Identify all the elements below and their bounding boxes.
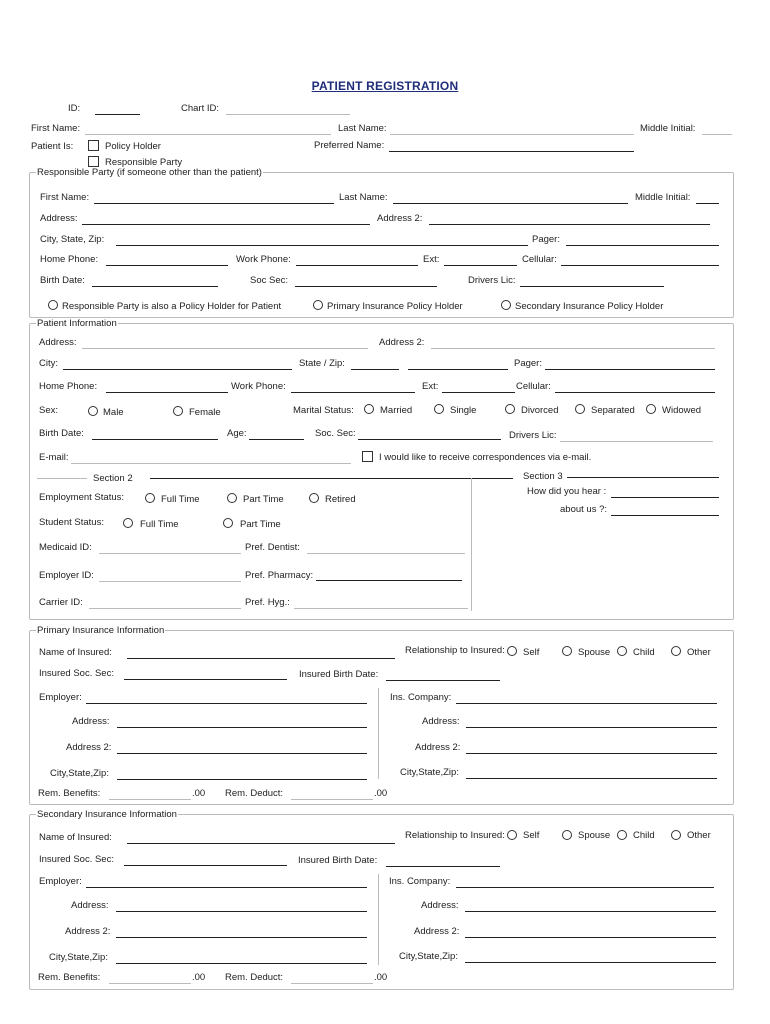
sec-child-radio[interactable]	[617, 830, 627, 840]
pri-other-radio[interactable]	[671, 646, 681, 656]
rp-cellular-field[interactable]	[561, 265, 719, 266]
rp-city-field[interactable]	[116, 245, 528, 246]
section2-top-border	[150, 478, 513, 479]
responsible-party-label: Responsible Party	[105, 157, 183, 168]
section3-label: Section 3	[523, 471, 563, 482]
responsible-party-section	[29, 168, 734, 318]
pri-employer-address-field[interactable]	[117, 727, 367, 728]
rp-first-name-label: First Name:	[40, 192, 90, 203]
pt-birth-date-field[interactable]	[92, 439, 218, 440]
pri-spouse-label: Spouse	[578, 647, 611, 658]
pri-other-label: Other	[687, 647, 711, 658]
rp-pager-field[interactable]	[566, 245, 719, 246]
rp-secondary-radio[interactable]	[501, 300, 511, 310]
sec-relationship-label: Relationship to Insured:	[405, 830, 505, 841]
pt-city-label: City:	[39, 358, 58, 369]
rp-middle-initial-label: Middle Initial:	[635, 192, 691, 203]
responsible-party-checkbox[interactable]	[88, 156, 99, 167]
pri-ins-address-field[interactable]	[466, 727, 717, 728]
pt-divorced-radio[interactable]	[505, 404, 515, 414]
emp-part-time-label: Part Time	[243, 494, 284, 505]
sec-self-radio[interactable]	[507, 830, 517, 840]
pref-hyg-label: Pref. Hyg.:	[245, 597, 290, 608]
sec-ins-city-label: City,State,Zip:	[399, 951, 458, 962]
pt-state-field[interactable]	[351, 369, 399, 370]
how-did-you-hear-label: How did you hear :	[527, 486, 607, 497]
rp-last-name-label: Last Name:	[339, 192, 388, 203]
sec-ins-address-field[interactable]	[465, 911, 716, 912]
pt-sex-label: Sex:	[39, 405, 59, 416]
pri-insured-soc-sec-label: Insured Soc. Sec:	[39, 668, 114, 679]
first-name-label: First Name:	[31, 123, 81, 134]
pref-hyg-field[interactable]	[294, 608, 468, 609]
preferred-name-field[interactable]	[389, 151, 634, 152]
pri-employer-city-label: City,State,Zip:	[50, 768, 109, 779]
pt-age-field[interactable]	[249, 439, 304, 440]
pt-soc-sec-label: Soc. Sec:	[315, 428, 356, 439]
pri-rem-benefits-field[interactable]	[109, 799, 191, 800]
pt-email-label: E-mail:	[39, 452, 69, 463]
page-title: PATIENT REGISTRATION	[311, 79, 459, 93]
rp-address2-field[interactable]	[429, 224, 710, 225]
pri-child-radio[interactable]	[617, 646, 627, 656]
pt-married-radio[interactable]	[364, 404, 374, 414]
primary-insurance-legend: Primary Insurance Information	[37, 625, 165, 636]
pri-spouse-radio[interactable]	[562, 646, 572, 656]
rp-soc-sec-field[interactable]	[295, 286, 437, 287]
rp-home-phone-field[interactable]	[106, 265, 228, 266]
pt-single-label: Single	[450, 405, 477, 416]
student-full-time-label: Full Time	[140, 519, 179, 530]
carrier-id-field[interactable]	[89, 608, 241, 609]
pt-email-opt-in-checkbox[interactable]	[362, 451, 373, 462]
pri-relationship-label: Relationship to Insured:	[405, 645, 505, 656]
pt-male-radio[interactable]	[88, 406, 98, 416]
pt-address-label: Address:	[39, 337, 77, 348]
sec-rem-benefits-field[interactable]	[109, 983, 191, 984]
patient-information-legend: Patient Information	[37, 318, 117, 329]
pt-age-label: Age:	[227, 428, 247, 439]
pri-insured-birth-date-label: Insured Birth Date:	[299, 669, 379, 680]
pref-dentist-label: Pref. Dentist:	[245, 542, 300, 553]
rp-primary-radio[interactable]	[313, 300, 323, 310]
sec-employer-address2-field[interactable]	[116, 937, 367, 938]
id-field[interactable]	[95, 114, 140, 115]
pri-rem-deduct-field[interactable]	[291, 799, 373, 800]
middle-initial-field[interactable]	[702, 134, 732, 135]
sec-employer-address-field[interactable]	[116, 911, 367, 912]
patient-information-section	[29, 319, 734, 620]
pri-name-of-insured-field[interactable]	[127, 658, 395, 659]
pt-home-phone-label: Home Phone:	[39, 381, 98, 392]
pri-rem-benefits-label: Rem. Benefits:	[38, 788, 101, 799]
student-full-time-radio[interactable]	[123, 518, 133, 528]
pri-child-label: Child	[633, 647, 655, 658]
pref-pharmacy-field[interactable]	[316, 580, 462, 581]
policy-holder-checkbox[interactable]	[88, 140, 99, 151]
pt-widowed-radio[interactable]	[646, 404, 656, 414]
patient-is-label: Patient Is:	[31, 141, 74, 152]
sec-employer-label: Employer:	[39, 876, 82, 887]
emp-full-time-label: Full Time	[161, 494, 200, 505]
pt-drivers-lic-field[interactable]	[560, 441, 713, 442]
pref-pharmacy-label: Pref. Pharmacy:	[245, 570, 314, 581]
first-name-field[interactable]	[85, 134, 331, 135]
rp-ext-field[interactable]	[444, 265, 517, 266]
employment-status-label: Employment Status:	[39, 492, 125, 503]
rp-address-label: Address:	[40, 213, 78, 224]
chart-id-field[interactable]	[226, 114, 350, 115]
rp-first-name-field[interactable]	[94, 203, 334, 204]
pt-state-zip-label: State / Zip:	[299, 358, 345, 369]
sec-spouse-label: Spouse	[578, 830, 611, 841]
sec-name-of-insured-field[interactable]	[127, 843, 395, 844]
pt-birth-date-label: Birth Date:	[39, 428, 84, 439]
rp-last-name-field[interactable]	[393, 203, 628, 204]
pt-ext-field[interactable]	[442, 392, 515, 393]
pri-employer-address-label: Address:	[72, 716, 110, 727]
sec-name-of-insured-label: Name of Insured:	[39, 832, 112, 843]
how-did-you-hear-field[interactable]	[611, 497, 719, 498]
sec-ins-company-field[interactable]	[456, 887, 714, 888]
emp-full-time-radio[interactable]	[145, 493, 155, 503]
rp-secondary-option: Secondary Insurance Policy Holder	[515, 301, 664, 312]
carrier-id-label: Carrier ID:	[39, 597, 83, 608]
middle-initial-label: Middle Initial:	[640, 123, 696, 134]
pri-employer-address2-label: Address 2:	[66, 742, 112, 753]
rp-address2-label: Address 2:	[377, 213, 423, 224]
rp-ext-label: Ext:	[423, 254, 440, 265]
student-part-time-radio[interactable]	[223, 518, 233, 528]
rp-cellular-label: Cellular:	[522, 254, 557, 265]
pt-cellular-label: Cellular:	[516, 381, 551, 392]
pt-male-label: Male	[103, 407, 124, 418]
sec-other-label: Other	[687, 830, 711, 841]
student-part-time-label: Part Time	[240, 519, 281, 530]
pt-ext-label: Ext:	[422, 381, 439, 392]
sec-insured-soc-sec-label: Insured Soc. Sec:	[39, 854, 114, 865]
pt-female-radio[interactable]	[173, 406, 183, 416]
sec-insured-birth-date-label: Insured Birth Date:	[298, 855, 378, 866]
pt-drivers-lic-label: Drivers Lic:	[509, 430, 557, 441]
about-us-label: about us ?:	[560, 504, 608, 515]
section3-top-border	[567, 477, 719, 478]
rp-work-phone-field[interactable]	[296, 265, 418, 266]
sec-insured-birth-date-field[interactable]	[386, 866, 500, 867]
rp-policy-holder-option: Responsible Party is also a Policy Holder for Patient	[62, 301, 282, 312]
pri-rem-benefits-cents: .00	[192, 788, 206, 799]
sec-ins-company-label: Ins. Company:	[389, 876, 451, 887]
sec-employer-field[interactable]	[86, 887, 367, 888]
pref-dentist-field[interactable]	[307, 553, 465, 554]
pri-ins-company-field[interactable]	[456, 703, 717, 704]
pt-address-field[interactable]	[82, 348, 368, 349]
pt-female-label: Female	[189, 407, 221, 418]
sec-ins-address2-field[interactable]	[465, 937, 716, 938]
pt-single-radio[interactable]	[434, 404, 444, 414]
pt-separated-radio[interactable]	[575, 404, 585, 414]
section2-right-border	[471, 478, 472, 611]
sec-ins-address-label: Address:	[421, 900, 459, 911]
pri-ins-city-field[interactable]	[466, 778, 717, 779]
rp-drivers-lic-field[interactable]	[520, 286, 664, 287]
pri-rem-deduct-cents: .00	[374, 788, 388, 799]
sec-self-label: Self	[523, 830, 540, 841]
id-label: ID:	[68, 103, 81, 114]
student-status-label: Student Status:	[39, 517, 104, 528]
secondary-insurance-legend: Secondary Insurance Information	[37, 809, 177, 820]
last-name-field[interactable]	[390, 134, 634, 135]
sec-ins-address2-label: Address 2:	[414, 926, 460, 937]
pri-insured-soc-sec-field[interactable]	[124, 679, 287, 680]
emp-retired-label: Retired	[325, 494, 356, 505]
pt-home-phone-field[interactable]	[106, 392, 228, 393]
rp-soc-sec-label: Soc Sec:	[250, 275, 289, 286]
pt-pager-field[interactable]	[545, 369, 715, 370]
sec-insured-soc-sec-field[interactable]	[124, 865, 287, 866]
sec-employer-city-label: City,State,Zip:	[49, 952, 108, 963]
sec-employer-city-field[interactable]	[116, 963, 367, 964]
pri-employer-city-field[interactable]	[117, 779, 367, 780]
pri-ins-company-label: Ins. Company:	[390, 692, 452, 703]
pri-employer-address2-field[interactable]	[117, 753, 367, 754]
pt-zip-field[interactable]	[408, 369, 508, 370]
rp-pager-label: Pager:	[532, 234, 560, 245]
preferred-name-label: Preferred Name:	[314, 140, 385, 151]
sec-column-divider	[378, 874, 379, 965]
rp-city-label: City, State, Zip:	[40, 234, 105, 245]
sec-rem-deduct-label: Rem. Deduct:	[225, 972, 284, 983]
pri-ins-address2-field[interactable]	[466, 753, 717, 754]
pt-married-label: Married	[380, 405, 413, 416]
pri-employer-label: Employer:	[39, 692, 82, 703]
sec-other-radio[interactable]	[671, 830, 681, 840]
pri-ins-city-label: City,State,Zip:	[400, 767, 459, 778]
rp-birth-date-field[interactable]	[92, 286, 218, 287]
pt-address2-label: Address 2:	[379, 337, 425, 348]
last-name-label: Last Name:	[338, 123, 387, 134]
rp-middle-initial-field[interactable]	[696, 203, 719, 204]
rp-birth-date-label: Birth Date:	[40, 275, 85, 286]
pri-insured-birth-date-field[interactable]	[386, 680, 500, 681]
pt-widowed-label: Widowed	[662, 405, 702, 416]
medicaid-id-label: Medicaid ID:	[39, 542, 92, 553]
pt-address2-field[interactable]	[431, 348, 715, 349]
chart-id-label: Chart ID:	[181, 103, 220, 114]
emp-part-time-radio[interactable]	[227, 493, 237, 503]
sec-rem-benefits-cents: .00	[192, 972, 206, 983]
pri-name-of-insured-label: Name of Insured:	[39, 647, 112, 658]
pt-city-field[interactable]	[63, 369, 292, 370]
policy-holder-label: Policy Holder	[105, 141, 161, 152]
medicaid-id-field[interactable]	[99, 553, 241, 554]
sec-ins-city-field[interactable]	[465, 962, 716, 963]
rp-policy-holder-radio[interactable]	[48, 300, 58, 310]
pri-rem-deduct-label: Rem. Deduct:	[225, 788, 284, 799]
pt-soc-sec-field[interactable]	[358, 439, 501, 440]
pri-self-label: Self	[523, 647, 540, 658]
pri-column-divider	[378, 688, 379, 779]
pri-employer-field[interactable]	[86, 703, 367, 704]
employer-id-label: Employer ID:	[39, 570, 94, 581]
pri-ins-address-label: Address:	[422, 716, 460, 727]
emp-retired-radio[interactable]	[309, 493, 319, 503]
pri-self-radio[interactable]	[507, 646, 517, 656]
rp-work-phone-label: Work Phone:	[236, 254, 291, 265]
pt-separated-label: Separated	[591, 405, 635, 416]
sec-rem-deduct-field[interactable]	[291, 983, 373, 984]
pt-work-phone-field[interactable]	[291, 392, 415, 393]
pt-cellular-field[interactable]	[555, 392, 715, 393]
sec-child-label: Child	[633, 830, 655, 841]
pri-ins-address2-label: Address 2:	[415, 742, 461, 753]
pt-divorced-label: Divorced	[521, 405, 559, 416]
pt-work-phone-label: Work Phone:	[231, 381, 286, 392]
responsible-party-legend: Responsible Party (if someone other than the patient)	[37, 167, 262, 178]
sec-employer-address-label: Address:	[71, 900, 109, 911]
rp-address-field[interactable]	[82, 224, 370, 225]
pt-email-field[interactable]	[71, 463, 351, 464]
section2-label: Section 2	[93, 473, 133, 484]
sec-employer-address2-label: Address 2:	[65, 926, 111, 937]
section2-top-border-left	[37, 478, 87, 479]
rp-home-phone-label: Home Phone:	[40, 254, 99, 265]
employer-id-field[interactable]	[99, 581, 241, 582]
sec-spouse-radio[interactable]	[562, 830, 572, 840]
sec-rem-benefits-label: Rem. Benefits:	[38, 972, 101, 983]
sec-rem-deduct-cents: .00	[374, 972, 388, 983]
rp-primary-option: Primary Insurance Policy Holder	[327, 301, 463, 312]
pt-pager-label: Pager:	[514, 358, 542, 369]
about-us-field[interactable]	[611, 515, 719, 516]
pt-email-opt-in-label: I would like to receive correspondences via e-mail.	[379, 452, 592, 463]
pt-marital-status-label: Marital Status:	[293, 405, 354, 416]
rp-drivers-lic-label: Drivers Lic:	[468, 275, 516, 286]
